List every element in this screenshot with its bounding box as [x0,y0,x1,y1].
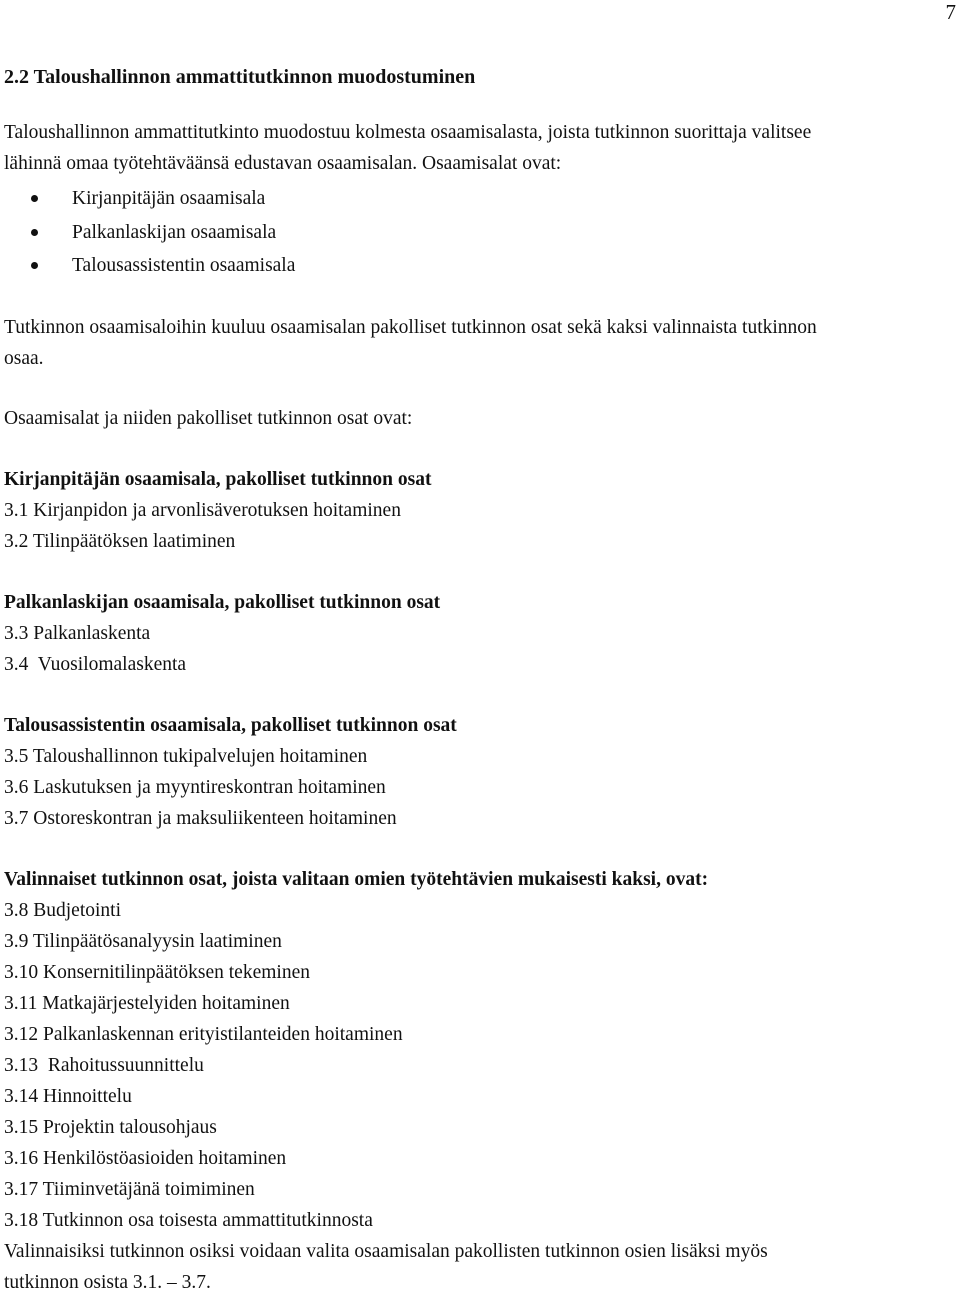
intro-paragraph-line-2: lähinnä omaa työtehtäväänsä edustavan osaamisalan. Osaamisalat ovat: [4,153,562,174]
assistant-section-title: Talousassistentin osaamisala, pakolliset tutkinnon osat [4,714,457,736]
list-item: 3.18 Tutkinnon osa toisesta ammattitutkinnosta [4,1209,373,1231]
list-item: 3.3 Palkanlaskenta [4,622,151,644]
list-item: 3.11 Matkajärjestelyiden hoitaminen [4,992,290,1014]
list-item: 3.7 Ostoreskontran ja maksuliikenteen hoitaminen [4,807,397,829]
page-number: 7 [945,0,956,24]
optional-section-title: Valinnaiset tutkinnon osat, joista valitaan omien työtehtävien mukaisesti kaksi, ovat: [4,868,709,890]
payroll-section-title: Palkanlaskijan osaamisala, pakolliset tutkinnon osat [4,591,441,613]
list-item: 3.4 Vuosilomalaskenta [4,653,187,675]
intro-paragraph-line-1: Taloushallinnon ammattitutkinto muodostuu kolmesta osaamisalasta, joista tutkinnon suorittaja valitsee [4,122,812,143]
list-item: 3.8 Budjetointi [4,899,121,921]
composition-paragraph-line-1: Tutkinnon osaamisaloihin kuuluu osaamisalan pakolliset tutkinnon osat sekä kaksi valinnaista tutkinnon [4,316,817,338]
document-body [4,62,956,1298]
list-item: 3.17 Tiiminvetäjänä toimiminen [4,1178,255,1200]
list-item: 3.6 Laskutuksen ja myyntireskontran hoitaminen [4,776,386,798]
list-item: 3.14 Hinnoittelu [4,1085,132,1107]
list-item: 3.10 Konsernitilinpäätöksen tekeminen [4,961,310,983]
closing-paragraph-line-1: Valinnaisiksi tutkinnon osiksi voidaan valita osaamisalan pakollisten tutkinnon osien lisäksi myös [4,1240,768,1262]
specialization-list [4,182,956,283]
list-item: 3.12 Palkanlaskennan erityistilanteiden hoitaminen [4,1023,403,1045]
mandatory-intro: Osaamisalat ja niiden pakolliset tutkinnon osat ovat: [4,407,413,429]
section-heading: 2.2 Taloushallinnon ammattitutkinnon muodostuminen [4,66,476,88]
bookkeeper-section-title: Kirjanpitäjän osaamisala, pakolliset tutkinnon osat [4,468,432,490]
list-item: Palkanlaskijan osaamisala [4,216,956,250]
closing-paragraph-line-2: tutkinnon osista 3.1. – 3.7. [4,1271,211,1293]
list-item: 3.1 Kirjanpidon ja arvonlisäverotuksen hoitaminen [4,499,401,521]
list-item: Kirjanpitäjän osaamisala [4,182,956,216]
list-item: 3.16 Henkilöstöasioiden hoitaminen [4,1147,287,1169]
list-item: 3.9 Tilinpäätösanalyysin laatiminen [4,930,282,952]
list-item: 3.5 Taloushallinnon tukipalvelujen hoitaminen [4,745,368,767]
list-item: Talousassistentin osaamisala [4,249,956,283]
list-item: 3.2 Tilinpäätöksen laatiminen [4,530,236,552]
list-item: 3.13 Rahoitussuunnittelu [4,1054,204,1076]
composition-paragraph-line-2: osaa. [4,347,44,369]
list-item: 3.15 Projektin talousohjaus [4,1116,217,1138]
